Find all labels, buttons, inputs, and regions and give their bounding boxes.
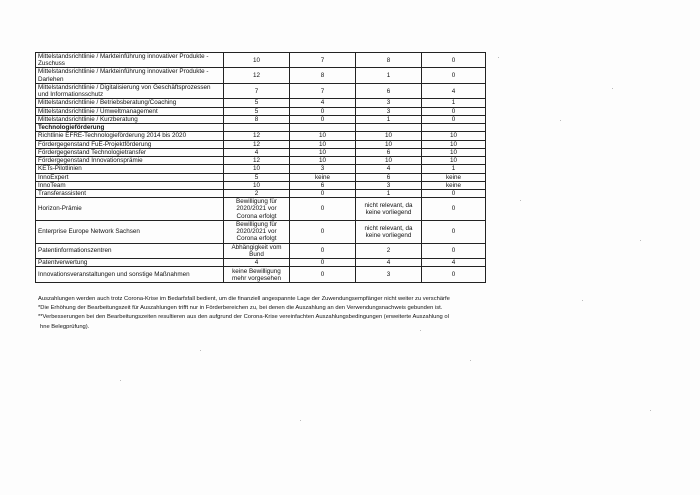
row-label-cell: InnoExpert xyxy=(36,173,224,181)
table-row xyxy=(36,53,486,68)
value-cell: keine xyxy=(422,173,486,181)
value-cell: 0 xyxy=(422,267,486,283)
value-cell: 12 xyxy=(224,140,290,148)
scan-speck xyxy=(520,200,521,201)
table-row xyxy=(36,148,486,156)
scan-speck xyxy=(650,410,651,411)
value-cell: 0 xyxy=(290,115,356,123)
value-cell: 0 xyxy=(290,259,356,267)
scan-speck xyxy=(470,360,471,361)
value-cell: 5 xyxy=(224,107,290,115)
value-cell: 6 xyxy=(356,148,422,156)
scan-speck xyxy=(498,57,499,58)
value-cell: 0 xyxy=(290,220,356,243)
value-cell: 0 xyxy=(290,267,356,283)
table-row xyxy=(36,181,486,189)
value-cell: 10 xyxy=(356,157,422,165)
funding-table xyxy=(35,52,486,283)
value-cell: 10 xyxy=(422,148,486,156)
value-cell: 1 xyxy=(422,99,486,107)
value-cell: 4 xyxy=(422,83,486,98)
row-label-cell: Mittelstandsrichtlinie / Kurzberatung xyxy=(36,115,224,123)
value-cell: Bewilligung für 2020/2021 vor Corona erfolgt xyxy=(224,198,290,221)
value-cell: 4 xyxy=(290,99,356,107)
table-row xyxy=(36,140,486,148)
value-cell: 0 xyxy=(290,243,356,258)
footnote-line: **Verbesserungen bei den Bearbeitungszeiten resultieren aus den aufgrund der Corona-Krise vereinfachten Auszahlungsbedingungen (erweiterte Auszahlung ol xyxy=(38,314,449,321)
value-cell: 6 xyxy=(356,83,422,98)
value-cell: 10 xyxy=(356,132,422,140)
value-cell: 10 xyxy=(290,132,356,140)
value-cell: 4 xyxy=(224,148,290,156)
value-cell: 3 xyxy=(356,267,422,283)
value-cell: nicht relevant, da keine vorliegend xyxy=(356,198,422,221)
row-label-cell: Fördergegenstand Technologietransfer xyxy=(36,148,224,156)
table-row xyxy=(36,115,486,123)
value-cell: 0 xyxy=(290,107,356,115)
scan-speck xyxy=(200,350,201,351)
value-cell: 8 xyxy=(290,68,356,83)
value-cell: 7 xyxy=(290,53,356,68)
value-cell: 10 xyxy=(224,53,290,68)
value-cell: 10 xyxy=(356,140,422,148)
value-cell: 0 xyxy=(422,189,486,197)
value-cell: 0 xyxy=(422,198,486,221)
row-label-cell: InnoTeam xyxy=(36,181,224,189)
row-label-cell: Enterprise Europe Network Sachsen xyxy=(36,220,224,243)
value-cell: 10 xyxy=(290,140,356,148)
value-cell: 2 xyxy=(224,189,290,197)
value-cell: 7 xyxy=(224,83,290,98)
value-cell xyxy=(224,124,290,132)
table-row xyxy=(36,157,486,165)
value-cell: 0 xyxy=(422,53,486,68)
footnote-line: *Die Erhöhung der Bearbeitungszeit für Auszahlungen trifft nur in Förderbereichen zu, bei denen die Auszahlung an den Verwendungsnachweis gebunden ist. xyxy=(38,305,443,312)
value-cell: 5 xyxy=(224,173,290,181)
value-cell: 0 xyxy=(290,189,356,197)
value-cell: Abhängigkeit vom Bund xyxy=(224,243,290,258)
value-cell: 1 xyxy=(356,115,422,123)
value-cell: 10 xyxy=(422,157,486,165)
table-row xyxy=(36,267,486,283)
row-label-cell: Technologieförderung xyxy=(36,124,224,132)
row-label-cell: Transferassistent xyxy=(36,189,224,197)
row-label-cell: Richtlinie EFRE-Technologieförderung 2014 bis 2020 xyxy=(36,132,224,140)
value-cell: 1 xyxy=(422,165,486,173)
row-label-cell: Mittelstandsrichtlinie / Digitalisierung von Geschäftsprozessen und Informationsschutz xyxy=(36,83,224,98)
footnotes xyxy=(38,295,488,332)
value-cell: 4 xyxy=(422,259,486,267)
value-cell xyxy=(356,124,422,132)
value-cell: 4 xyxy=(356,259,422,267)
row-label-cell: Patentverwertung xyxy=(36,259,224,267)
value-cell: 12 xyxy=(224,68,290,83)
table-row xyxy=(36,189,486,197)
value-cell: 10 xyxy=(224,181,290,189)
value-cell: 10 xyxy=(224,165,290,173)
row-label-cell: Horizon-Prämie xyxy=(36,198,224,221)
scan-speck xyxy=(420,330,421,331)
value-cell: 12 xyxy=(224,157,290,165)
scan-speck xyxy=(582,300,583,301)
value-cell: 5 xyxy=(224,99,290,107)
row-label-cell: Innovationsveranstaltungen und sonstige Maßnahmen xyxy=(36,267,224,283)
value-cell: 10 xyxy=(422,140,486,148)
value-cell: 0 xyxy=(422,220,486,243)
value-cell: 2 xyxy=(356,243,422,258)
value-cell: keine xyxy=(290,173,356,181)
row-label-cell: Mittelstandsrichtlinie / Markteinführung innovativer Produkte - Zuschuss xyxy=(36,53,224,68)
value-cell: keine xyxy=(422,181,486,189)
value-cell: 3 xyxy=(356,181,422,189)
row-label-cell: Fördergegenstand FuE-Projektförderung xyxy=(36,140,224,148)
value-cell: 6 xyxy=(290,181,356,189)
scan-speck xyxy=(612,88,613,89)
value-cell: 0 xyxy=(422,68,486,83)
value-cell: 1 xyxy=(356,189,422,197)
value-cell: 10 xyxy=(422,132,486,140)
scan-speck xyxy=(300,420,301,421)
scan-speck xyxy=(560,120,561,121)
row-label-cell: Mittelstandsrichtlinie / Umweltmanagement xyxy=(36,107,224,115)
table-row xyxy=(36,68,486,83)
value-cell: 3 xyxy=(356,107,422,115)
scan-speck xyxy=(120,380,121,381)
table-row xyxy=(36,132,486,140)
value-cell: 8 xyxy=(356,53,422,68)
value-cell: 7 xyxy=(290,83,356,98)
value-cell: 10 xyxy=(290,157,356,165)
value-cell xyxy=(290,124,356,132)
value-cell: nicht relevant, da keine vorliegend xyxy=(356,220,422,243)
table-row xyxy=(36,107,486,115)
table-row xyxy=(36,243,486,258)
table-row xyxy=(36,99,486,107)
table-row xyxy=(36,220,486,243)
value-cell: keine Bewilligung mehr vorgesehen xyxy=(224,267,290,283)
funding-table-body xyxy=(36,53,486,283)
value-cell: 6 xyxy=(356,173,422,181)
value-cell: 10 xyxy=(290,148,356,156)
row-label-cell: Patentinformationszentren xyxy=(36,243,224,258)
section-header-row xyxy=(36,124,486,132)
value-cell: 0 xyxy=(422,107,486,115)
value-cell: Bewilligung für 2020/2021 vor Corona erfolgt xyxy=(224,220,290,243)
table-row xyxy=(36,83,486,98)
footnote-line: Auszahlungen werden auch trotz Corona-Krise im Bedarfsfall bedient, um die finanziell angespannte Lage der Zuwendungsempfänger nicht weiter zu verschärfe xyxy=(38,296,450,302)
table-row xyxy=(36,198,486,221)
row-label-cell: Fördergegenstand Innovationsprämie xyxy=(36,157,224,165)
value-cell: 8 xyxy=(224,115,290,123)
table-row xyxy=(36,259,486,267)
value-cell: 12 xyxy=(224,132,290,140)
value-cell: 4 xyxy=(224,259,290,267)
value-cell: 3 xyxy=(290,165,356,173)
row-label-cell: Mittelstandsrichtlinie / Betriebsberatung/Coaching xyxy=(36,99,224,107)
table-row xyxy=(36,165,486,173)
footnote-line: hne Belegprüfung). xyxy=(40,323,90,330)
row-label-cell: KETs-Pilotlinien xyxy=(36,165,224,173)
value-cell xyxy=(422,124,486,132)
row-label-cell: Mittelstandsrichtlinie / Markteinführung innovativer Produkte - Darlehen xyxy=(36,68,224,83)
table-row xyxy=(36,173,486,181)
value-cell: 1 xyxy=(356,68,422,83)
value-cell: 0 xyxy=(422,243,486,258)
value-cell: 0 xyxy=(290,198,356,221)
scan-speck xyxy=(640,240,641,241)
value-cell: 4 xyxy=(356,165,422,173)
value-cell: 3 xyxy=(356,99,422,107)
value-cell: 0 xyxy=(422,115,486,123)
